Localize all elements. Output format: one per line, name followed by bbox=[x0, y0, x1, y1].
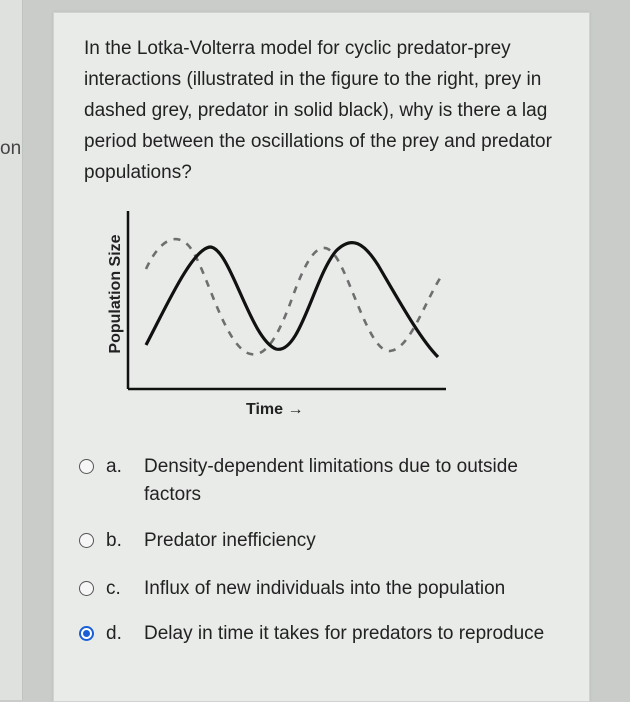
option-a-text: Density-dependent limitations due to outside factors bbox=[144, 456, 518, 505]
option-b-text: Predator inefficiency bbox=[144, 530, 316, 551]
radio-option-c[interactable] bbox=[79, 581, 94, 596]
radio-option-b[interactable] bbox=[79, 533, 94, 548]
option-c-letter: c. bbox=[106, 578, 121, 599]
option-a[interactable] bbox=[79, 453, 574, 509]
predator-prey-figure bbox=[94, 203, 454, 433]
option-d-text: Delay in time it takes for predators to reproduce bbox=[144, 623, 545, 644]
y-axis-label: Population Size bbox=[107, 234, 124, 354]
option-b[interactable] bbox=[79, 527, 574, 555]
option-c-text: Influx of new individuals into the population bbox=[144, 578, 506, 599]
option-a-letter: a. bbox=[106, 456, 122, 477]
option-d-letter: d. bbox=[106, 623, 122, 644]
option-d[interactable] bbox=[79, 620, 574, 648]
question-text: In the Lotka-Volterra model for cyclic predator-prey interactions (illustrated in the figure to the right, prey in dashed grey, predator in solid black), why is there a lag period between the oscillations of the prey and predator populations? bbox=[84, 38, 552, 183]
answer-options bbox=[79, 453, 574, 648]
question-card bbox=[53, 12, 590, 702]
side-panel-edge bbox=[0, 0, 23, 700]
x-axis-label-text: Time bbox=[246, 401, 284, 418]
option-c[interactable] bbox=[79, 575, 574, 603]
radio-option-d-selected[interactable] bbox=[79, 626, 94, 641]
x-axis-label bbox=[246, 401, 304, 419]
predator-curve bbox=[146, 243, 438, 357]
option-b-letter: b. bbox=[106, 530, 122, 551]
side-panel-label: on bbox=[0, 138, 22, 159]
radio-option-a[interactable] bbox=[79, 459, 94, 474]
arrow-right-icon: → bbox=[287, 401, 304, 418]
oscillation-plot bbox=[94, 203, 454, 413]
